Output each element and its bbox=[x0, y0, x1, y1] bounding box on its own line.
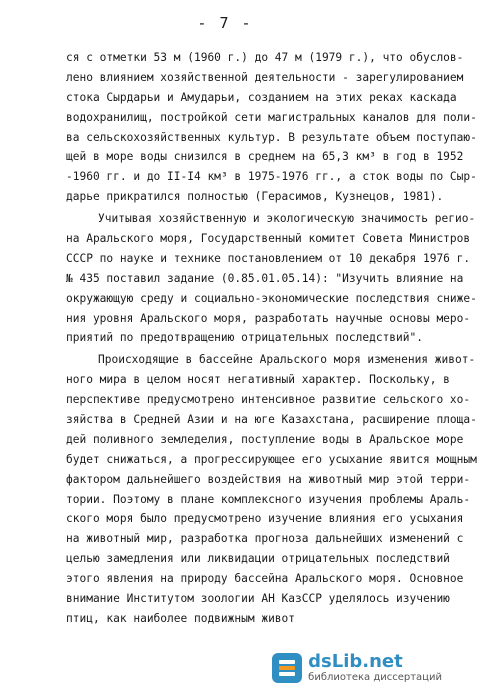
text-line: щей в море воды снизился в среднем на 65,3 км³ в год в 1952 bbox=[66, 150, 464, 164]
text-line: целью замедления или ликвидации отрицательных последствий bbox=[66, 552, 450, 566]
watermark-subtitle: библиотека диссертаций bbox=[308, 672, 442, 683]
text-line: будет снижаться, а прогрессирующее его усыхание явится мощным bbox=[66, 452, 477, 466]
text-line: ся с отметки 53 м (1960 г.) до 47 м (1979 г.), что обуслов- bbox=[66, 51, 464, 64]
text-line: фактором дальнейшего воздействия на животный мир этой терри- bbox=[66, 472, 471, 486]
text-line: внимание Институтом зоологии АН КазССР уделялось изучению bbox=[66, 592, 450, 606]
text-line: дей поливного земледелия, поступление воды в Аральское море bbox=[66, 432, 464, 446]
text-line: СССР по науке и технике постановлением от 10 декабря 1976 г. bbox=[66, 251, 471, 265]
text-line: дарье прикратился полностью (Герасимов, Кузнецов, 1981). bbox=[66, 190, 444, 204]
text-line: этого явления на природу бассейна Аральского моря. Основное bbox=[66, 572, 464, 586]
text-line: ного мира в целом носят негативный характер. Поскольку, в bbox=[66, 373, 450, 387]
text-line: лено влиянием хозяйственной деятельности - зарегулированием bbox=[66, 70, 464, 84]
paragraph-2 bbox=[66, 209, 477, 348]
text-line: ва сельскохозяйственных культур. В результате объем поступаю- bbox=[66, 130, 477, 144]
dslib-logo-icon bbox=[270, 651, 304, 685]
text-line: водохранилищ, постройкой сети магистральных каналов для поли- bbox=[66, 110, 477, 124]
text-line: тории. Поэтому в плане комплексного изучения проблемы Араль- bbox=[66, 492, 471, 506]
text-line: окружающую среду и социально-экономические последствия сниже- bbox=[66, 291, 477, 305]
text-line: зяйства в Средней Азии и на юге Казахстана, расширение площа- bbox=[66, 413, 477, 427]
text-line: на Аральского моря, Государственный комитет Совета Министров bbox=[66, 232, 471, 246]
text-line: № 435 поставил задание (0.85.01.05.14): "Изучить влияние на bbox=[66, 271, 464, 285]
page-number: - 7 - bbox=[197, 14, 253, 32]
text-line: -1960 гг. и до II-I4 км³ в 1975-1976 гг., а сток воды по Сыр- bbox=[66, 170, 477, 184]
paragraph-1 bbox=[66, 48, 477, 207]
text-line: ния уровня Аральского моря, разработать научные основы меро- bbox=[66, 311, 471, 325]
text-line: Учитывая хозяйственную и экологическую значимость регио- bbox=[98, 212, 476, 226]
text-line: стока Сырдарьи и Амударьи, созданием на этих реках каскада bbox=[66, 90, 457, 104]
paragraph-3 bbox=[66, 350, 477, 628]
dslib-watermark-link[interactable] bbox=[270, 651, 442, 685]
watermark-site-name: dsLib.net bbox=[308, 651, 403, 672]
text-line: на животный мир, разработка прогноза дальнейших изменений с bbox=[66, 532, 464, 546]
text-line: ского моря было предусмотрено изучение влияния его усыхания bbox=[66, 512, 464, 526]
text-line: приятий по предотвращению отрицательных последствий". bbox=[66, 331, 423, 345]
text-line: Происходящие в бассейне Аральского моря изменения живот- bbox=[98, 353, 476, 367]
body-text bbox=[66, 48, 477, 629]
text-line: перспективе предусмотрено интенсивное развитие сельского хо- bbox=[66, 393, 471, 407]
text-line: птиц, как наиболее подвижным живот bbox=[66, 611, 296, 625]
